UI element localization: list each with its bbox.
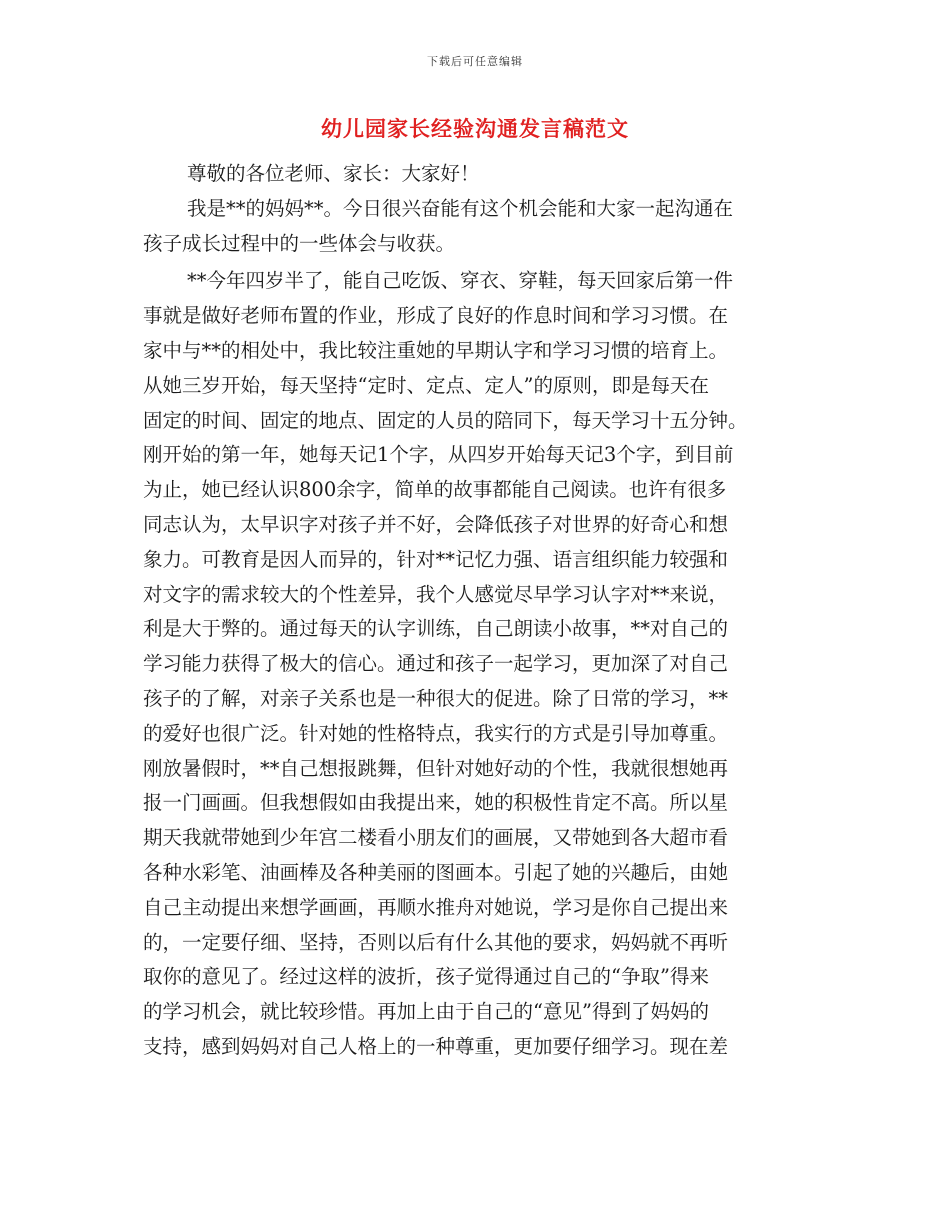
greeting-line: 尊敬的各位老师、家长：大家好！: [187, 162, 480, 185]
body-line: 利是大于弊的。通过每天的认字训练，自己朗读小故事，**对自己的: [143, 617, 729, 641]
body-line: 象力。可教育是因人而异的，针对**记忆力强、语言组织能力较强和: [143, 547, 729, 571]
body-line: 报一门画画。但我想假如由我提出来，她的积极性肯定不高。所以星: [143, 791, 729, 815]
body-line: 我是**的妈妈**。今日很兴奋能有这个机会能和大家一起沟通在: [187, 196, 734, 220]
body-line: 的学习机会，就比较珍惜。再加上由于自己的“意见”得到了妈妈的: [143, 1000, 709, 1024]
page-header: 下载后可任意编辑: [427, 55, 523, 68]
document-title: 幼儿园家长经验沟通发言稿范文: [321, 116, 629, 141]
body-line: 同志认为，太早识字对孩子并不好，会降低孩子对世界的好奇心和想: [143, 512, 729, 536]
body-line: 对文字的需求较大的个性差异，我个人感觉尽早学习认字对**来说，: [143, 582, 729, 606]
body-line: 支持，感到妈妈对自己人格上的一种尊重，更加要仔细学习。现在差: [143, 1034, 729, 1058]
body-line: 刚放暑假时，**自己想报跳舞，但针对她好动的个性，我就很想她再: [143, 756, 729, 780]
body-line: 自己主动提出来想学画画，再顺水推舟对她说，学习是你自己提出来: [143, 895, 729, 919]
body-line: 各种水彩笔、油画棒及各种美丽的图画本。引起了她的兴趣后，由她: [143, 860, 729, 884]
body-line: 取你的意见了。经过这样的波折，孩子觉得通过自己的“争取”得来: [143, 965, 709, 989]
body-line: 期天我就带她到少年宫二楼看小朋友们的画展，又带她到各大超市看: [143, 826, 729, 850]
body-line: 刚开始的第一年，她每天记1个字，从四岁开始每天记3个字，到目前: [143, 443, 734, 467]
body-line: 固定的时间、固定的地点、固定的人员的陪同下，每天学习十五分钟。: [143, 408, 748, 432]
body-line: **今年四岁半了，能自己吃饭、穿衣、穿鞋，每天回家后第一件: [187, 269, 734, 293]
body-line: 事就是做好老师布置的作业，形成了良好的作息时间和学习习惯。在: [143, 304, 729, 328]
body-line: 的爱好也很广泛。针对她的性格特点，我实行的方式是引导加尊重。: [143, 721, 729, 745]
document-body: [143, 157, 808, 1065]
body-line: 孩子成长过程中的一些体会与收获。: [143, 231, 456, 255]
body-line: 家中与**的相处中，我比较注重她的早期认字和学习习惯的培育上。: [143, 338, 729, 362]
body-line: 孩子的了解，对亲子关系也是一种很大的促进。除了日常的学习，**: [143, 686, 729, 710]
body-line: 从她三岁开始，每天坚持“定时、定点、定人”的原则，即是每天在: [143, 373, 709, 397]
body-line: 学习能力获得了极大的信心。通过和孩子一起学习，更加深了对自己: [143, 652, 729, 676]
body-line: 的，一定要仔细、坚持，否则以后有什么其他的要求，妈妈就不再听: [143, 930, 729, 954]
body-line: 为止，她已经认识800余字，简单的故事都能自己阅读。也许有很多: [143, 478, 727, 502]
